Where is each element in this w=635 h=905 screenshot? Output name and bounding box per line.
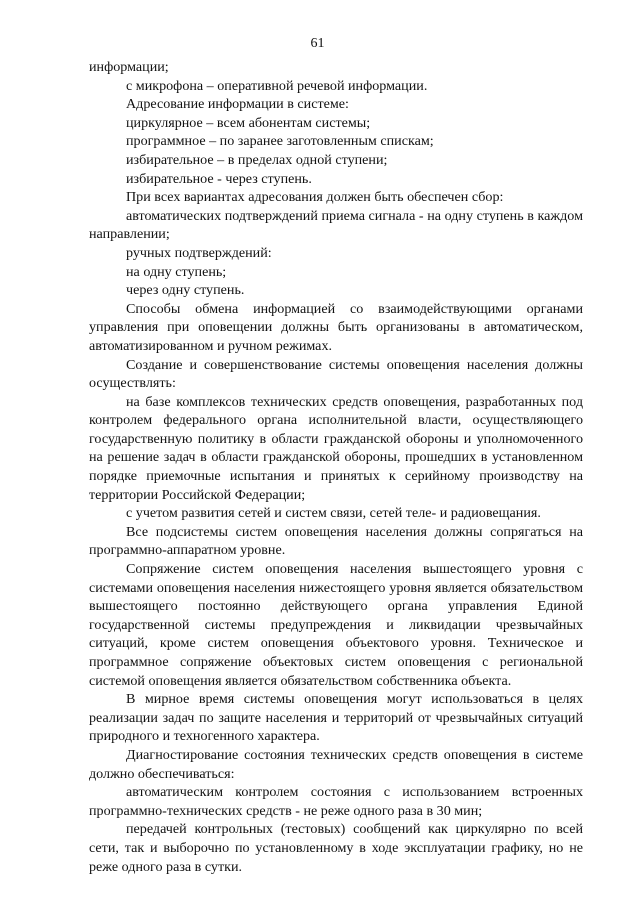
page-number: 61 [310, 36, 325, 51]
paragraph: Диагностирование состояния технических средств оповещения в системе должно обеспечиваться: [89, 746, 583, 782]
paragraph: автоматическим контролем состояния с использованием встроенных программно-технических средств - не реже одного раза в 30 мин; [89, 784, 583, 819]
paragraph: передачей контрольных (тестовых) сообщений как циркулярно по всей сети, так и выборочно по установленному в ходе эксплуатации графику, но не реже одного раза в сутки. [89, 821, 583, 875]
document-body [89, 58, 583, 876]
paragraph: Сопряжение систем оповещения населения вышестоящего уровня с системами оповещения населения нижестоящего уровня является обязательством вышестоящего постоянно действующего органа управления Единой государственной системы предупреждения и ликвидации чрезвычайных ситуаций, кроме систем оповещения объектового уровня. Техническое и программное сопряжение объектовых систем оповещения с региональной системой оповещения является обязательством собственника объекта. [89, 561, 583, 689]
paragraph: автоматических подтверждений приема сигнала - на одну ступень в каждом направлении; [89, 207, 583, 243]
paragraph: ручных подтверждений: [126, 244, 272, 261]
paragraph: с микрофона – оперативной речевой информации. [126, 77, 428, 94]
paragraph: с учетом развития сетей и систем связи, сетей теле- и радиовещания. [126, 505, 541, 522]
paragraph: Создание и совершенствование системы оповещения населения должны осуществлять: [89, 356, 583, 392]
paragraph: В мирное время системы оповещения могут использоваться в целях реализации задач по защите населения и территорий от чрезвычайных ситуаций природного и техногенного характера. [89, 691, 583, 745]
paragraph: Способы обмена информацией со взаимодействующими органами управления при оповещении должны быть организованы в автоматическом, автоматизированном и ручном режимах. [89, 300, 583, 354]
paragraph: избирательное - через ступень. [126, 170, 312, 187]
paragraph: информации; [89, 59, 169, 75]
paragraph: на базе комплексов технических средств оповещения, разработанных под контролем федерального органа исполнительной власти, осуществляющего государственную политику в области гражданской обороны и уполномоченного на решение задач в области гражданской обороны, прошедших в установленном порядке приемочные испытания и принятых к серийному производству на территории Российской Федерации; [89, 393, 583, 503]
paragraph: При всех вариантах адресования должен быть обеспечен сбор: [126, 189, 504, 206]
paragraph: Адресование информации в системе: [126, 96, 349, 113]
paragraph: Все подсистемы систем оповещения населения должны сопрягаться на программно-аппаратном уровне. [89, 523, 583, 559]
paragraph: избирательное – в пределах одной ступени; [126, 151, 388, 168]
paragraph: на одну ступень; [126, 263, 227, 280]
paragraph: программное – по заранее заготовленным спискам; [126, 133, 434, 150]
paragraph: циркулярное – всем абонентам системы; [126, 114, 371, 131]
paragraph: через одну ступень. [126, 282, 245, 299]
